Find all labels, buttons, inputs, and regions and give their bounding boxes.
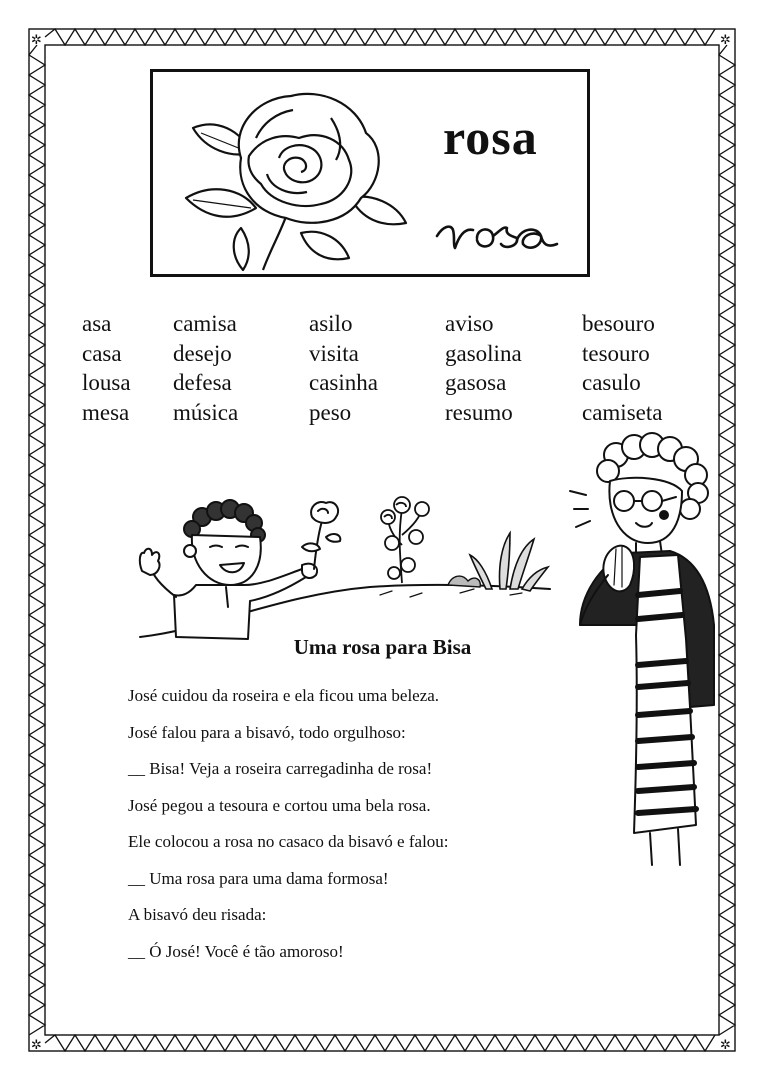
word: camisa — [173, 311, 237, 336]
story-line: Ele colocou a rosa no casaco da bisavó e falou: — [128, 832, 449, 851]
word: mesa — [82, 399, 130, 425]
small-shrub — [448, 576, 480, 587]
word: resumo — [445, 399, 513, 425]
svg-text:✲: ✲ — [31, 33, 42, 48]
word: aviso — [445, 311, 494, 336]
word: lousa — [82, 370, 131, 395]
story-line: José pegou a tesoura e cortou uma bela rosa. — [128, 795, 431, 815]
svg-text:✲: ✲ — [31, 1038, 42, 1053]
story-line: __ Bisa! Veja a roseira carregadinha de rosa! — [128, 759, 433, 778]
story-line: __ Ó José! Você é tão amoroso! — [128, 941, 344, 961]
word: casa — [82, 340, 122, 366]
word: casulo — [582, 370, 641, 395]
svg-text:✲: ✲ — [720, 1038, 731, 1053]
word: besouro — [582, 311, 655, 336]
word: desejo — [173, 340, 232, 366]
keyword-print: rosa — [443, 109, 538, 165]
story-line: A bisavó deu risada: — [128, 905, 267, 924]
word: tesouro — [582, 340, 650, 366]
word: defesa — [173, 370, 232, 395]
story-line: José falou para a bisavó, todo orgulhoso: — [128, 722, 406, 742]
story-title: Uma rosa para Bisa — [293, 635, 472, 659]
keyword-card — [150, 69, 590, 277]
keyword-cursive-lettering — [433, 196, 578, 256]
word-list — [82, 309, 702, 433]
rose-bush — [381, 497, 429, 583]
agave-plant — [470, 533, 548, 591]
word: gasolina — [445, 340, 522, 366]
word: asilo — [309, 311, 353, 336]
boy-figure — [140, 500, 340, 639]
word-column — [309, 309, 378, 427]
story-line: José cuidou da roseira e ela ficou uma beleza. — [128, 686, 440, 705]
rose-illustration — [171, 78, 421, 273]
word: gasosa — [445, 370, 507, 395]
word: asa — [82, 311, 112, 336]
word-column — [445, 309, 522, 427]
word-column — [582, 309, 662, 427]
story-text — [128, 684, 548, 976]
word: peso — [309, 399, 352, 425]
grandmother-figure — [570, 433, 714, 865]
word: música — [173, 399, 239, 425]
word: visita — [309, 340, 359, 366]
word-column — [82, 309, 131, 427]
word: camiseta — [582, 399, 663, 425]
word: casinha — [309, 370, 378, 395]
story-line: __ Uma rosa para uma dama formosa! — [128, 868, 389, 888]
word-column — [173, 309, 238, 427]
svg-text:✲: ✲ — [720, 33, 731, 48]
